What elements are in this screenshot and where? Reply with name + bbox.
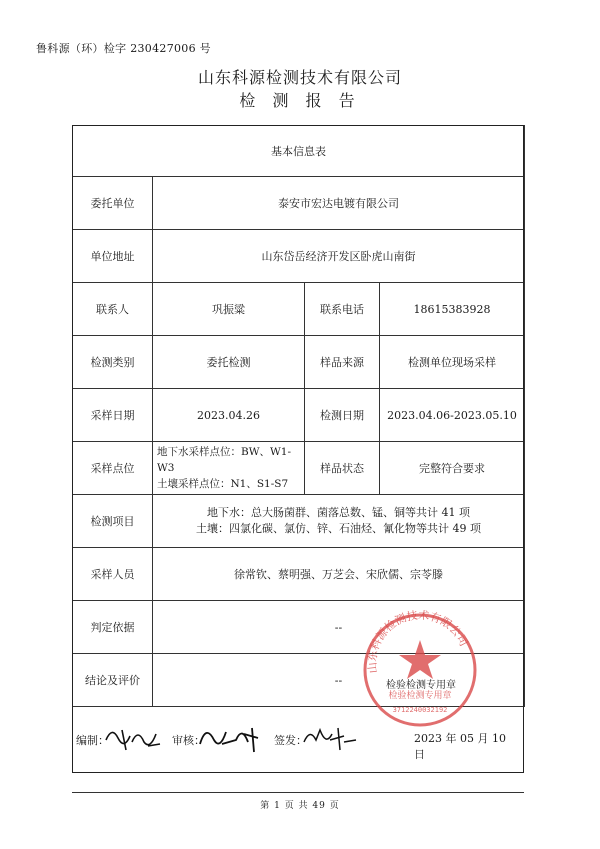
reviewer-signature-icon bbox=[196, 720, 266, 756]
items-line-soil: 土壤：四氯化碳、氯仿、锌、石油烃、氰化物等共计 49 项 bbox=[196, 522, 481, 535]
report-date: 2023 年 05 月 10 日 bbox=[414, 732, 506, 761]
issuer-label: 签发： bbox=[274, 734, 307, 747]
official-seal bbox=[360, 610, 480, 730]
footer-divider bbox=[72, 792, 524, 793]
items-label: 检测项目 bbox=[73, 495, 153, 548]
test-type-label: 检测类别 bbox=[73, 336, 153, 389]
items-line-groundwater: 地下水：总大肠菌群、菌落总数、锰、铜等共计 41 项 bbox=[207, 506, 470, 519]
phone-value: 18615383928 bbox=[380, 283, 525, 336]
seal-code-text: 3712240032192 bbox=[392, 706, 448, 714]
seal-org-text: 山东科源检测技术有限公司 bbox=[365, 610, 471, 674]
sampling-date-label: 采样日期 bbox=[73, 389, 153, 442]
client-value: 泰安市宏达电镀有限公司 bbox=[153, 177, 525, 230]
report-number: 鲁科源（环）检字 230427006 号 bbox=[36, 42, 211, 55]
test-date-value: 2023.04.06-2023.05.10 bbox=[380, 389, 525, 442]
basis-label: 判定依据 bbox=[73, 601, 153, 654]
samplers-value: 徐常钦、蔡明强、万芝会、宋欣儒、宗苓滕 bbox=[153, 548, 525, 601]
basis-value: -- bbox=[153, 601, 525, 654]
sampling-points-line-soil: 土壤采样点位：N1、S1-S7 bbox=[157, 478, 289, 490]
seal-note: 检验检测专用章 bbox=[386, 680, 456, 691]
sampling-date-value: 2023.04.26 bbox=[153, 389, 305, 442]
document-title: 检 测 报 告 bbox=[239, 91, 361, 110]
conclusion-label: 结论及评价 bbox=[73, 654, 153, 707]
contact-value: 巩振粱 bbox=[153, 283, 305, 336]
seal-purpose-text: 检验检测专用章 bbox=[388, 691, 452, 701]
sample-state-label: 样品状态 bbox=[305, 442, 380, 495]
samplers-label: 采样人员 bbox=[73, 548, 153, 601]
issuer-signature-icon bbox=[300, 720, 360, 756]
page-indicator: 第 1 页 共 49 页 bbox=[260, 801, 340, 811]
seal-icon bbox=[360, 610, 480, 730]
address-label: 单位地址 bbox=[73, 230, 153, 283]
signature-row bbox=[76, 720, 516, 760]
editor-signature-icon bbox=[104, 720, 162, 756]
sample-source-label: 样品来源 bbox=[305, 336, 380, 389]
client-label: 委托单位 bbox=[73, 177, 153, 230]
company-name: 山东科源检测技术有限公司 bbox=[197, 68, 402, 87]
sampling-points-line-groundwater: 地下水采样点位：BW、W1-W3 bbox=[157, 446, 292, 474]
sample-source-value: 检测单位现场采样 bbox=[380, 336, 525, 389]
address-value: 山东岱岳经济开发区卧虎山南街 bbox=[153, 230, 525, 283]
table-title: 基本信息表 bbox=[73, 126, 525, 177]
phone-label: 联系电话 bbox=[305, 283, 380, 336]
contact-label: 联系人 bbox=[73, 283, 153, 336]
test-date-label: 检测日期 bbox=[305, 389, 380, 442]
sampling-points-label: 采样点位 bbox=[73, 442, 153, 495]
editor-label: 编制： bbox=[76, 734, 109, 747]
reviewer-label: 审核： bbox=[172, 734, 205, 747]
test-type-value: 委托检测 bbox=[153, 336, 305, 389]
conclusion-value: -- bbox=[153, 654, 525, 707]
sample-state-value: 完整符合要求 bbox=[380, 442, 525, 495]
